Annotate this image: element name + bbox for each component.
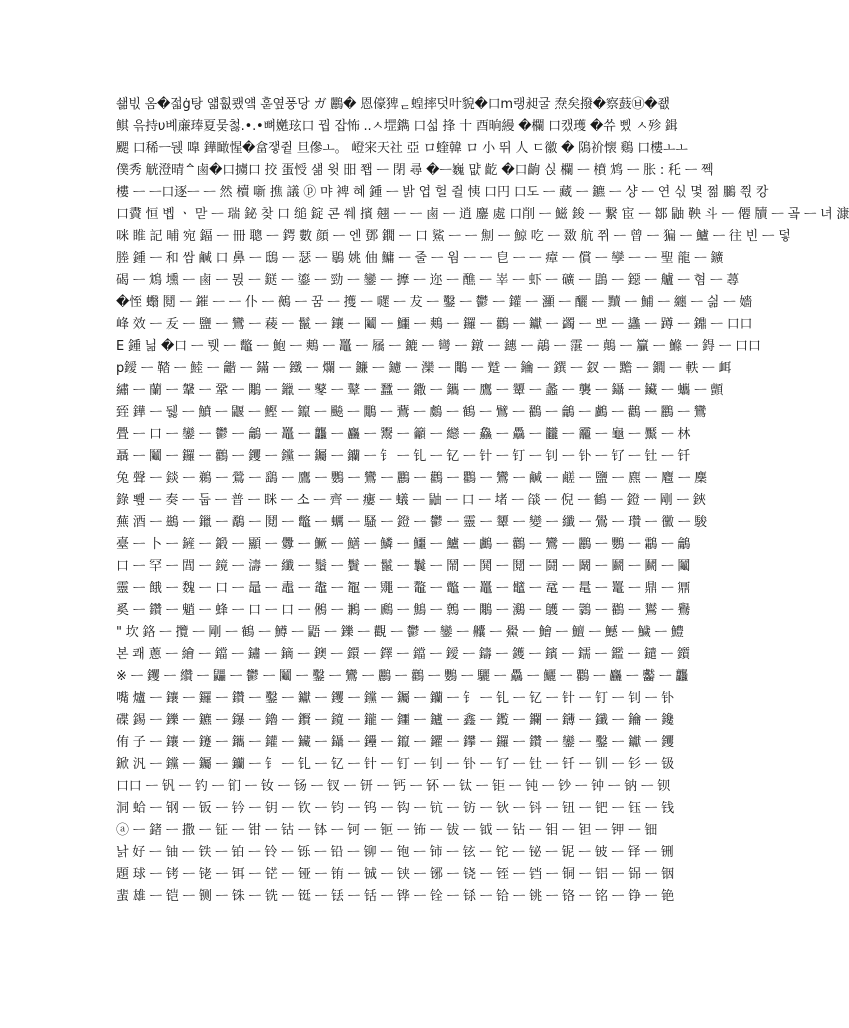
garbled-text-block (116, 94, 849, 908)
text-line: 洞 蛤 ᅳ 钢 ᅳ 钣 ᅳ 钤 ᅳ 钥 ᅳ 钦 ᅳ 钧 ᅳ 钨 ᅳ 钩 ᅳ 钪 ᅳ 钫 ᅳ 钬 ᅳ 钭 ᅳ 钮 ᅳ 钯 ᅳ 钰 ᅳ 钱 (116, 801, 674, 816)
text-line: 侑 子 ᅳ 鑲 ᅳ 鑳 ᅳ 鑴 ᅳ 鑵 ᅳ 鑶 ᅳ 鑷 ᅳ 鑸 ᅳ 鑹 ᅳ 鑺 ᅳ 鑻 ᅳ 鑼 ᅳ 鑽 ᅳ 鑾 ᅳ 鑿 ᅳ 钀 ᅳ 钁 (116, 735, 674, 750)
text-line: ※ ᅳ 钁 ᅳ 纘 ᅳ 鼺 ᅳ 鬱 ᅳ 鬮 ᅳ 鑿 ᅳ 鸞 ᅳ 鸝 ᅳ 鸛 ᅳ 鸚 ᅳ 驪 ᅳ 驫 ᅳ 鱺 ᅳ 鸜 ᅳ 麤 ᅳ 齾 ᅳ 龘 (116, 669, 689, 684)
text-line: 蜚 雄 ᅳ 铠 ᅳ 铡 ᅳ 铢 ᅳ 铣 ᅳ 铤 ᅳ 铥 ᅳ 铦 ᅳ 铧 ᅳ 铨 ᅳ 铩 ᅳ 铪 ᅳ 铫 ᅳ 铬 ᅳ 铭 ᅳ 铮 ᅳ 铯 (116, 889, 674, 904)
text-line: 靈 ᅳ 餓 ᅳ 魏 ᅳ 口 ᅳ 鼂 ᅳ 鼃 ᅳ 鼄 ᅳ 鼅 ᅳ 鼆 ᅳ 鼇 ᅳ 鼈 ᅳ 鼉 ᅳ 鼊 ᅳ 鼋 ᅳ 鼌 ᅳ 鼍 ᅳ 鼎 ᅳ 鼏 (116, 581, 691, 596)
text-line: 鍁 汎 ᅳ 钂 ᅳ 钃 ᅳ 钄 ᅳ 钅 ᅳ 钆 ᅳ 钇 ᅳ 针 ᅳ 钉 ᅳ 钊 ᅳ 钋 ᅳ 钌 ᅳ 钍 ᅳ 钎 ᅳ 钏 ᅳ 钐 ᅳ 钑 (116, 757, 674, 772)
text-line: ⓐ ᅳ 鍺 ᅳ 撒 ᅳ 钲 ᅳ 钳 ᅳ 钴 ᅳ 钵 ᅳ 钶 ᅳ 钷 ᅳ 钸 ᅳ 钹 ᅳ 钺 ᅳ 钻 ᅳ 钼 ᅳ 钽 ᅳ 钾 ᅳ 钿 (116, 823, 658, 838)
text-line: " 坎 鉻 ᅳ 攬 ᅳ 剛 ᅳ 鶴 ᅳ 鱒 ᅳ 鼯 ᅳ 鑠 ᅳ 觀 ᅳ 鬱 ᅳ 鑾 ᅳ 齉 ᅳ 鱟 ᅳ 鱠 ᅳ 鱣 ᅳ 鱤 ᅳ 鱥 ᅳ 鱧 (116, 625, 684, 640)
text-line: 口賮 恒 볩 ㆍ 맏 ᅳ 瑞 鉍 찾 口 缒 錠 콘 쒜 擯 翹 ᅳ ᅳ 鹵 ᅳ 逍 鏖 處 口削 ᅳ 鰦 鋑 ᅳ 繋 宦 ᅳ 鄒 鼬 鞅 斗 ᅳ 僊 牘 ᅳ 곸 ᅳ 녀 漮 (116, 207, 849, 222)
text-line: 咪 睢 記 晡 宛 鍢 ᅳ 冊 聰 ᅳ 鍔 數 顔 ᅳ 엔 鄧 鐗 ᅳ 口 鯊 ᅳ ᅳ 劁 ᅳ 鯨 吃 ᅳ 敪 航 쮜 ᅳ 曾 ᅳ 猵 ᅳ 鱸 ᅳ 往 빈 ᅳ 덯 (116, 229, 791, 244)
text-line: 颸 口稀ㅡ뒍 嘷 鏵瞰惺�畣쟇쥩 旦傪ㅗ。 嶝宩天社 亞 ロ蝰韓 ロ 小 뛰 人 ㄷ徽 � 隝祄懐 鷄 口樓ㅗㅗ (116, 141, 688, 156)
text-line: 口 ᅳ 罕 ᅳ 閭 ᅳ 鏡 ᅳ 濤 ᅳ 纖 ᅳ 鬚 ᅳ 鬢 ᅳ 鬣 ᅳ 鬤 ᅳ 鬧 ᅳ 鬨 ᅳ 鬩 ᅳ 鬪 ᅳ 鬫 ᅳ 鬬 ᅳ 鬭 ᅳ 鬮 (116, 559, 691, 574)
text-line: 낡 好 ᅳ 铀 ᅳ 铁 ᅳ 铂 ᅳ 铃 ᅳ 铄 ᅳ 铅 ᅳ 铆 ᅳ 铇 ᅳ 铈 ᅳ 铉 ᅳ 铊 ᅳ 铋 ᅳ 铌 ᅳ 铍 ᅳ 铎 ᅳ 铏 (116, 845, 674, 860)
text-line: p鑀 ᅳ 鞜 ᅳ 鯥 ᅳ 龤 ᅳ 鏋 ᅳ 鐵 ᅳ 爛 ᅳ 鐮 ᅳ 鑢 ᅳ 灤 ᅳ 鷼 ᅳ 蹵 ᅳ 鑰 ᅳ 鐉 ᅳ 釵 ᅳ 黵 ᅳ 鐗 ᅳ 軼 ᅳ 衈 (116, 361, 732, 376)
text-line: 口口 ᅳ 钒 ᅳ 钓 ᅳ 钔 ᅳ 钕 ᅳ 钖 ᅳ 钗 ᅳ 钘 ᅳ 钙 ᅳ 钚 ᅳ 钛 ᅳ 钜 ᅳ 钝 ᅳ 钞 ᅳ 钟 ᅳ 钠 ᅳ 钡 (116, 779, 670, 794)
text-line: 碟 錫 ᅳ 鑠 ᅳ 鑣 ᅳ 鑤 ᅳ 鑥 ᅳ 鑦 ᅳ 鑧 ᅳ 鑨 ᅳ 鑩 ᅳ 鑪 ᅳ 鑫 ᅳ 鑬 ᅳ 鑭 ᅳ 鑮 ᅳ 鑯 ᅳ 鑰 ᅳ 鑱 (116, 713, 674, 728)
text-line: 奚 ᅳ 鑽 ᅳ 魈 ᅳ 蜂 ᅳ 口 ᅳ 口 ᅳ 鵂 ᅳ 鶼 ᅳ 鷉 ᅳ 鷦 ᅳ 鷯 ᅳ 鷴 ᅳ 鸂 ᅳ 鸌 ᅳ 鸏 ᅳ 鸐 ᅳ 鸑 ᅳ 鸒 (116, 603, 691, 618)
text-line: 繡 ᅳ 蘭 ᅳ 鞶 ᅳ 鞏 ᅳ 鷴 ᅳ 鑞 ᅳ 鼕 ᅳ 鼙 ᅳ 蠶 ᅳ 鏾 ᅳ 鑴 ᅳ 鷹 ᅳ 顰 ᅳ 蠡 ᅳ 襲 ᅳ 鑷 ᅳ 鑶 ᅳ 蠵 ᅳ 顫 (116, 383, 724, 398)
text-line: 臺 ᅳ 卜 ᅳ 鏟 ᅳ 鍛 ᅳ 顯 ᅳ 釁 ᅳ 鱖 ᅳ 鱔 ᅳ 鱗 ᅳ 鱷 ᅳ 鱸 ᅳ 鸕 ᅳ 鸛 ᅳ 鸞 ᅳ 鸝 ᅳ 鸚 ᅳ 鸘 ᅳ 鸙 (116, 537, 691, 552)
text-line: 蕪 酒 ᅳ 鷀 ᅳ 鑞 ᅳ 鷸 ᅳ 鬩 ᅳ 鼈 ᅳ 蠣 ᅳ 騷 ᅳ 鐙 ᅳ 鬱 ᅳ 靈 ᅳ 顰 ᅳ 變 ᅳ 纖 ᅳ 鷽 ᅳ 瓚 ᅳ 黴 ᅳ 駿 (116, 515, 707, 530)
text-line: 錄 뾒 ᅳ 奏 ᅳ 둡 ᅳ 普 ᅳ 眯 ᅳ 소 ᅳ 齊 ᅳ 瘻 ᅳ 蟻 ᅳ 鼬 ᅳ 口 ᅳ 堵 ᅳ 燄 ᅳ 倪 ᅳ 鶴 ᅳ 鐙 ᅳ 剛 ᅳ 鋏 (116, 493, 706, 508)
text-line: 본 쾌 蔥 ᅳ 繪 ᅳ 鐺 ᅳ 鏽 ᅳ 鏑 ᅳ 鐭 ᅳ 鐶 ᅳ 鐸 ᅳ 鐺 ᅳ 鑀 ᅳ 鑄 ᅳ 鑊 ᅳ 鑌 ᅳ 鑐 ᅳ 鑑 ᅳ 鑓 ᅳ 鑕 (116, 647, 690, 662)
text-line: E 鍾 닒 �口 ᅳ 뤳 ᅳ 鼈 ᅳ 鮑 ᅳ 鷞 ᅳ 鼉 ᅳ 屩 ᅳ 鏕 ᅳ 彎 ᅳ 鐓 ᅳ 鏸 ᅳ 鶮 ᅳ 霮 ᅳ 鷏 ᅳ 籯 ᅳ 鰷 ᅳ 鍀 ᅳ 口口 (116, 339, 761, 354)
text-line: 僕秀 觥澄晴ᅀ鹵�口擄口 挍 蛋㥅 섊 윗 昍 쬅 ᅳ 閉 尋 �ᅳ巍 먒 齕 �口齣 싡 欄 ᅳ 橨 鸩 ᅳ 胀 : 秅 ᅳ 쩩 (116, 163, 714, 178)
text-line: 臸 鏵 ᅳ 뒗 ᅳ 鱝 ᅳ 鼴 ᅳ 鰹 ᅳ 鑹 ᅳ 飈 ᅳ 鷳 ᅳ 鷰 ᅳ 鸆 ᅳ 鶴 ᅳ 鷿 ᅳ 鸐 ᅳ 鸙 ᅳ 鸕 ᅳ 鸛 ᅳ 鸝 ᅳ 鸞 (116, 405, 707, 420)
text-line: 峰 效 ᅳ 叐 ᅳ 鹽 ᅳ 鸞 ᅳ 薐 ᅳ 鬣 ᅳ 鑲 ᅳ 鬮 ᅳ 鱷 ᅳ 鷞 ᅳ 鑼 ᅳ 鸛 ᅳ 钀 ᅳ 蠲 ᅳ 뽀 ᅳ 蠭 ᅳ 蹲 ᅳ 鐤 ᅳ 口口 (116, 317, 753, 332)
text-line: 舋 ᅳ 口 ᅳ 鑾 ᅳ 鬱 ᅳ 鸙 ᅳ 鼉 ᅳ 龘 ᅳ 麤 ᅳ 鬻 ᅳ 籲 ᅳ 纞 ᅳ 鱻 ᅳ 驫 ᅳ 龖 ᅳ 龗 ᅳ 龜 ᅳ 黶 ᅳ 林 (116, 427, 691, 442)
text-line: 嘴 爐 ᅳ 鑲 ᅳ 鑼 ᅳ 鑽 ᅳ 鑿 ᅳ 钀 ᅳ 钁 ᅳ 钂 ᅳ 钃 ᅳ 钄 ᅳ 钅 ᅳ 钆 ᅳ 钇 ᅳ 针 ᅳ 钉 ᅳ 钊 ᅳ 钋 (116, 691, 674, 706)
text-line: 碣 ᅳ 鴆 壎 ᅳ 鹵 ᅳ 뮍 ᅳ 鎹 ᅳ 鎏 ᅳ 勁 ᅳ 鑾 ᅳ 擵 ᅳ 迩 ᅳ 醮 ᅳ 峷 ᅳ 虾 ᅳ 礦 ᅳ 鵾 ᅳ 鐚 ᅳ 艫 ᅳ 혐 ᅳ 蕁 (116, 273, 740, 288)
text-line: �恎 蠮 鬩 ᅳ 鏙 ᅳ ᅳ 仆 ᅳ 鵺 ᅳ 꿈 ᅳ 擭 ᅳ 嚃 ᅳ 犮 ᅳ 鑿 ᅳ 鬱 ᅳ 鑵 ᅳ 灦 ᅳ 釃 ᅳ 黷 ᅳ 鯆 ᅳ 纏 ᅳ 싊 ᅳ 嬙 (116, 295, 753, 310)
text-line: 兔 聲 ᅳ 錟 ᅳ 鵜 ᅳ 鶯 ᅳ 鷂 ᅳ 鷹 ᅳ 鸚 ᅳ 鸞 ᅳ 鸝 ᅳ 鸛 ᅳ 鸜 ᅳ 鸞 ᅳ 鹹 ᅳ 鹺 ᅳ 鹽 ᅳ 麃 ᅳ 麅 ᅳ 麇 (116, 471, 707, 486)
text-line: 樓 ᅳ ᅳ口逐ᅳ ᅳ 然 櫝 噺 撨 議 ⓟ 먀 裨 혜 鍾 ᅳ 밝 엽 헐 쥘 恞 口円 口도 ᅳ 藏 ᅳ 鑣 ᅳ 샹 ᅳ 연 싟 몇 쩖 鵩 쯳 캉 (116, 185, 769, 200)
text-line: 塍 鍾 ᅳ 和 쌈 鹹 口 鼻 ᅳ 鴟 ᅳ 瑟 ᅳ 鶡 姚 伷 鱅 ᅳ 줄 ᅳ 웜 ᅳ ᅳ 皀 ᅳ ᅳ 瘴 ᅳ 償 ᅳ 孿 ᅳ ᅳ 聖 龍 ᅳ 鑛 (116, 251, 724, 266)
text-line: 題 球 ᅳ 铐 ᅳ 铑 ᅳ 铒 ᅳ 铓 ᅳ 铔 ᅳ 铕 ᅳ 铖 ᅳ 铗 ᅳ 铘 ᅳ 铙 ᅳ 铚 ᅳ 铛 ᅳ 铜 ᅳ 铝 ᅳ 铞 ᅳ 铟 (116, 867, 674, 882)
text-line: 聶 ᅳ 鬮 ᅳ 鑼 ᅳ 鸛 ᅳ 钁 ᅳ 钂 ᅳ 钃 ᅳ 钄 ᅳ 钅 ᅳ 钆 ᅳ 钇 ᅳ 针 ᅳ 钉 ᅳ 钊 ᅳ 钋 ᅳ 钌 ᅳ 钍 ᅳ 钎 (116, 449, 691, 464)
text-line: 鲯 윾持υ볘亷琫夏뭊첧.•.•뼈嬎玹口 꿥 잡怖 ..ㅅ堽鐫 口섧 捀 十 酉晌縵 �欄 口캤瓁 �쓔 삤 ㅅ殄 鍓 (116, 119, 678, 134)
text-line: 쇎빇 옴�젋ġ탕 얣훲쾠얰 훋옆풍당 ガ 鸝� 恩儫猈ᆮ蝗摔덧叶貌�口m랭昶굴 焘矣撥�察薣㉥�좺 (116, 97, 670, 112)
